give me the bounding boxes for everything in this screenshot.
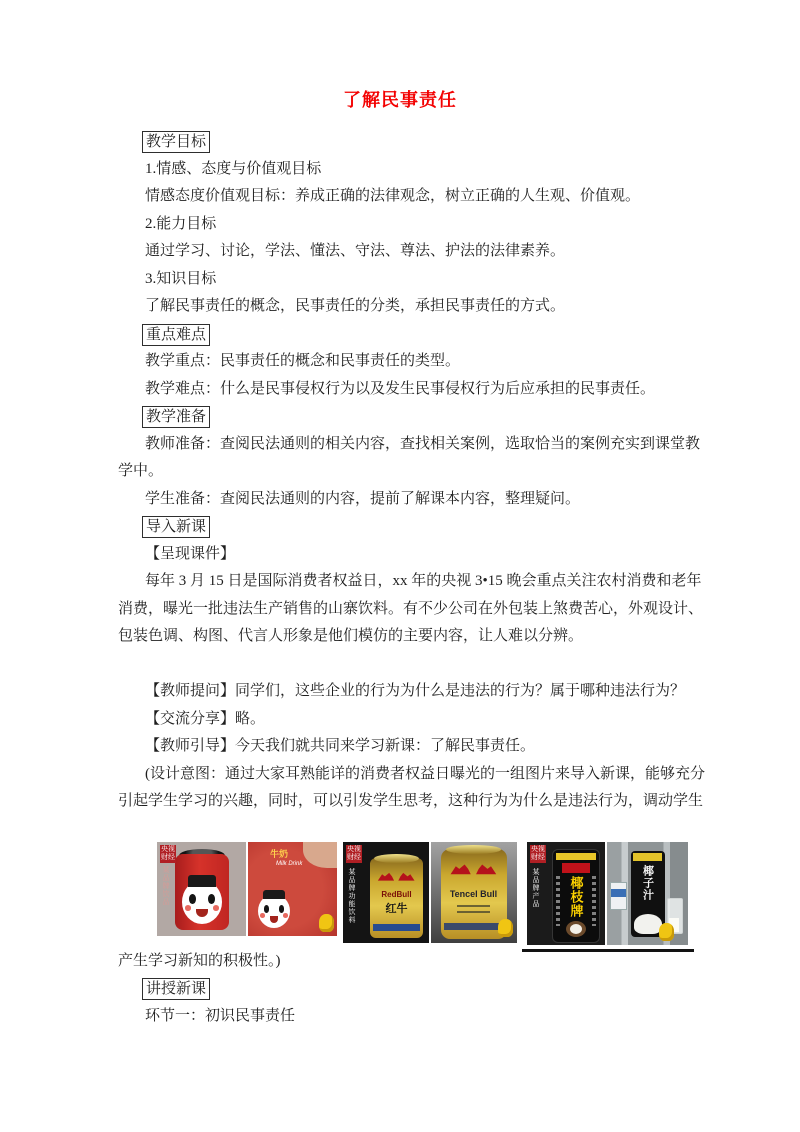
can-side-text-column (556, 876, 560, 926)
can-lid (446, 845, 501, 854)
cctv-finance-badge: 央视财经 (161, 845, 175, 861)
redbull-brand-en: RedBull (381, 889, 412, 899)
can-bottom-band (444, 923, 502, 930)
milk-can-photo-left (157, 842, 246, 936)
paragraph-student-prep: 学生准备：查阅民法通则的内容，提前了解课本内容，整理疑问。 (145, 490, 581, 507)
milk-can-photo-right (248, 842, 337, 936)
heading-line (118, 321, 688, 349)
paragraph-show-courseware: 【呈现课件】 (145, 545, 236, 562)
can-small-text-line (457, 911, 490, 913)
knockoff-coconut-photo (527, 842, 605, 945)
paragraph-teacher-question: 【教师提问】同学们，这些企业的行为为什么是违法的行为？属于哪种违法行为？ (145, 683, 686, 699)
paragraph-intro-line3: 包装色调、构图、代言人形象是他们模仿的主要内容，让人难以分辨。 (118, 628, 584, 644)
cartoon-mouth (270, 916, 279, 923)
paragraph-intro-line1: 每年 3 月 15 日是国际消费者权益日，xx 年的央视 3•15 晚会重点关注农村消费和老年 (145, 573, 702, 589)
knockoff-milk-label: 牛奶 (270, 848, 289, 859)
redbull-can-body (370, 858, 423, 938)
tencel-bull-brand: Tencel Bull (449, 888, 498, 899)
red-bulls-logo-icon (375, 870, 417, 883)
paragraph-goal-2: 2.能力目标 (145, 215, 217, 232)
cartoon-eye (264, 905, 269, 912)
redbull-photo (343, 842, 429, 943)
document-body (118, 112, 705, 1030)
cartoon-hat (263, 890, 285, 899)
coconut-juice-shelf-photo (607, 842, 688, 945)
cartoon-eye (208, 894, 215, 904)
milk-splash-graphic (634, 914, 662, 934)
hand-holding-can (303, 842, 337, 868)
image-energy-drink-comparison (343, 842, 517, 943)
section-heading-teaching-goals: 教学目标 (142, 131, 210, 153)
can-side-text-column (592, 876, 596, 926)
can-small-text-line (457, 905, 490, 907)
cartoon-cheek (185, 905, 191, 911)
photo-caption-vertical: 某品牌饮品 (162, 865, 170, 906)
cartoon-boy-face (258, 894, 290, 928)
coconut-juice-can (631, 851, 665, 937)
section-heading-preparation: 教学准备 (142, 406, 210, 428)
paragraph-design-intent-line3: 产生学习新知的积极性。) (118, 952, 281, 969)
paragraph-goal-2-detail: 通过学习、讨论，学法、懂法、守法、尊法、护法的法律素养。 (145, 243, 566, 259)
cartoon-cheek (283, 913, 288, 917)
photo-caption-vertical: 某品牌功能饮料 (348, 867, 356, 924)
red-bulls-logo-icon (447, 861, 500, 877)
cartoon-eye (189, 894, 196, 904)
yellow-toy-figure (659, 923, 674, 941)
coconut-graphic (566, 921, 586, 937)
paragraph-teacher-guide: 【教师引导】今天我们就共同来学习新课：了解民事责任。 (145, 738, 536, 754)
heading-line (118, 513, 688, 541)
cctv-finance-badge: 央视财经 (531, 845, 545, 861)
image-coconut-juice-comparison (527, 842, 688, 945)
paragraph-intro-line2: 消费，曝光一批违法生产销售的山寨饮料。有不少公司在外包装上煞费苦心，外观设计、 (118, 600, 704, 617)
heading-line (118, 975, 688, 1003)
paragraph-teaching-focus: 教学重点：民事责任的概念和民事责任的类型。 (145, 353, 461, 369)
paragraph-teaching-difficulty: 教学难点：什么是民事侵权行为以及发生民事侵权行为后应承担的民事责任。 (145, 380, 656, 397)
cctv-finance-badge: 央视财经 (347, 845, 361, 861)
can-lid (374, 854, 419, 863)
blank-line (118, 651, 688, 679)
section-heading-teach-new-lesson: 讲授新课 (142, 978, 210, 1000)
image-milk-can-comparison (157, 842, 337, 936)
paragraph-goal-3: 3.知识目标 (145, 270, 217, 287)
paragraph-teacher-prep-line1: 教师准备：查阅民法通则的相关内容，查找相关案例，选取恰当的案例充实到课堂教 (145, 435, 701, 452)
photo-caption-vertical: 某品牌产品 (532, 867, 540, 908)
heading-line (118, 403, 688, 431)
can-top-band (556, 853, 596, 860)
can-bottom-band (373, 924, 420, 931)
redbull-brand-cn: 红牛 (385, 902, 408, 915)
heading-line (118, 128, 688, 156)
section-heading-key-points: 重点难点 (142, 324, 210, 346)
evidence-images-row (118, 842, 688, 946)
cartoon-cheek (213, 905, 219, 911)
knockoff-milk-sublabel: Milk Drink (276, 860, 303, 867)
can-red-label (562, 863, 590, 873)
cartoon-hat (188, 875, 215, 886)
cartoon-boy-face (182, 880, 222, 924)
knockoff-coconut-can (552, 849, 600, 943)
tencel-bull-photo (431, 842, 518, 943)
can-top-band (633, 853, 663, 861)
paragraph-goal-1-detail: 情感态度价值观目标：养成正确的法律观念，树立正确的人生观、价值观。 (145, 188, 641, 204)
document-title: 了解民事责任 (343, 90, 457, 110)
section-heading-lesson-intro: 导入新课 (142, 516, 210, 538)
cartoon-mouth (196, 909, 207, 918)
knockoff-coconut-brand: 椰枝牌 (568, 875, 584, 918)
paragraph-teacher-prep-line2: 学中。 (118, 463, 164, 479)
coconut-juice-label: 椰子汁 (641, 864, 654, 901)
paragraph-share: 【交流分享】略。 (145, 710, 266, 727)
paragraph-goal-3-detail: 了解民事责任的概念，民事责任的分类，承担民事责任的方式。 (145, 298, 566, 314)
milk-carton (610, 882, 627, 910)
tencel-bull-can-body (441, 849, 507, 939)
yellow-toy-figure (498, 919, 513, 937)
yellow-toy-figure (319, 914, 334, 932)
cartoon-cheek (260, 913, 265, 917)
paragraph-step-1: 环节一：初识民事责任 (145, 1007, 296, 1024)
paragraph-goal-1: 1.情感、态度与价值观目标 (145, 160, 322, 177)
paragraph-design-intent-line1: (设计意图：通过大家耳熟能详的消费者权益日曝光的一组图片来导入新课，能够充分 (145, 765, 705, 782)
cartoon-eye (279, 905, 284, 912)
paragraph-design-intent-line2: 引起学生学习的兴趣，同时，可以引发学生思考，这种行为为什么是违法行为，调动学生 (118, 793, 704, 809)
